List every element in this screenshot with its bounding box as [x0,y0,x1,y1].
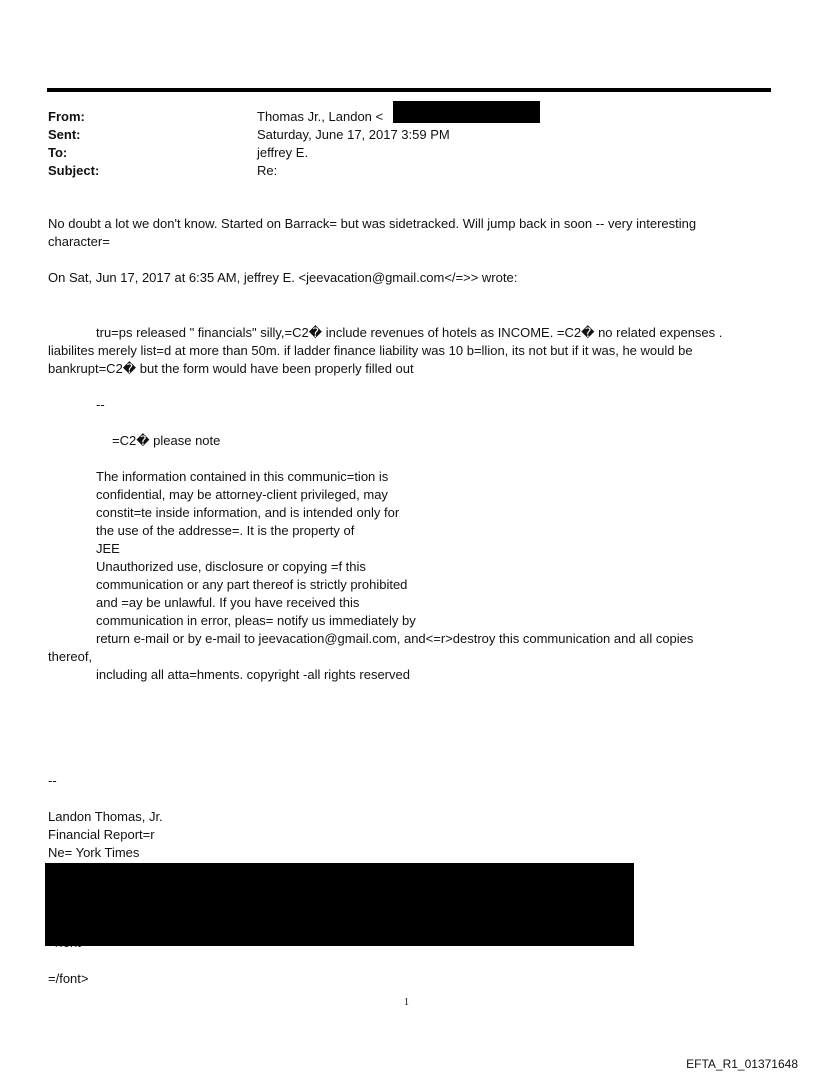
body-line: No doubt a lot we don't know. Started on Barrack= but was sidetracked. Will jump back in soon -- very interesting [48,216,697,231]
to-label: To: [48,145,68,160]
signature-title: Financial Report=r [48,827,155,842]
quoted-line: tru=ps released " financials" silly,=C2� include revenues of hotels as INCOME. =C2� no related expenses . [96,325,723,340]
document-id: EFTA_R1_01371648 [686,1057,798,1071]
from-label: From: [48,109,85,124]
page-number: 1 [404,997,409,1008]
to-value: jeffrey E. [257,145,309,160]
disclaimer-line: communication or any part thereof is strictly prohibited [96,577,408,592]
signature-name: Landon Thomas, Jr. [48,809,163,824]
disclaimer-line: constit=te inside information, and is intended only for [96,505,400,520]
header-rule [47,88,771,92]
redaction-box [393,101,540,123]
quote-intro: On Sat, Jun 17, 2017 at 6:35 AM, jeffrey E. <jeevacation@gmail.com</=>> wrote: [48,270,518,285]
subject-value: Re: [257,163,278,178]
quoted-line: bankrupt=C2� but the form would have been properly filled out [48,361,414,376]
disclaimer-line: confidential, may be attorney-client privileged, may [96,487,388,502]
from-value: Thomas Jr., Landon < [257,109,384,124]
sent-value: Saturday, June 17, 2017 3:59 PM [257,127,450,142]
quoted-line: liabilites merely list=d at more than 50m. if ladder finance liability was 10 b=llion, its not but if it was, he would be [48,343,693,358]
disclaimer-line: return e-mail or by e-mail to jeevacation@gmail.com, and<=r>destroy this communication and all copies [96,631,694,646]
please-note: =C2� please note [112,433,221,448]
disclaimer-line: JEE [96,541,120,556]
subject-label: Subject: [48,163,100,178]
disclaimer-line: the use of the addresse=. It is the property of [96,523,355,538]
redaction-box [45,863,634,946]
signature-org: Ne= York Times [48,845,140,860]
disclaimer-line: Unauthorized use, disclosure or copying =f this [96,559,366,574]
disclaimer-line: communication in error, pleas= notify us immediately by [96,613,416,628]
disclaimer-line: and =ay be unlawful. If you have received this [96,595,360,610]
body-line: character= [48,234,110,249]
disclaimer-line: thereof, [48,649,93,664]
font-close-tag: =/font> [48,971,89,986]
disclaimer-line: including all atta=hments. copyright -all rights reserved [96,667,410,682]
signature-separator: -- [96,397,105,412]
disclaimer-line: The information contained in this communic=tion is [96,469,389,484]
signature-separator: -- [48,773,57,788]
sent-label: Sent: [48,127,81,142]
